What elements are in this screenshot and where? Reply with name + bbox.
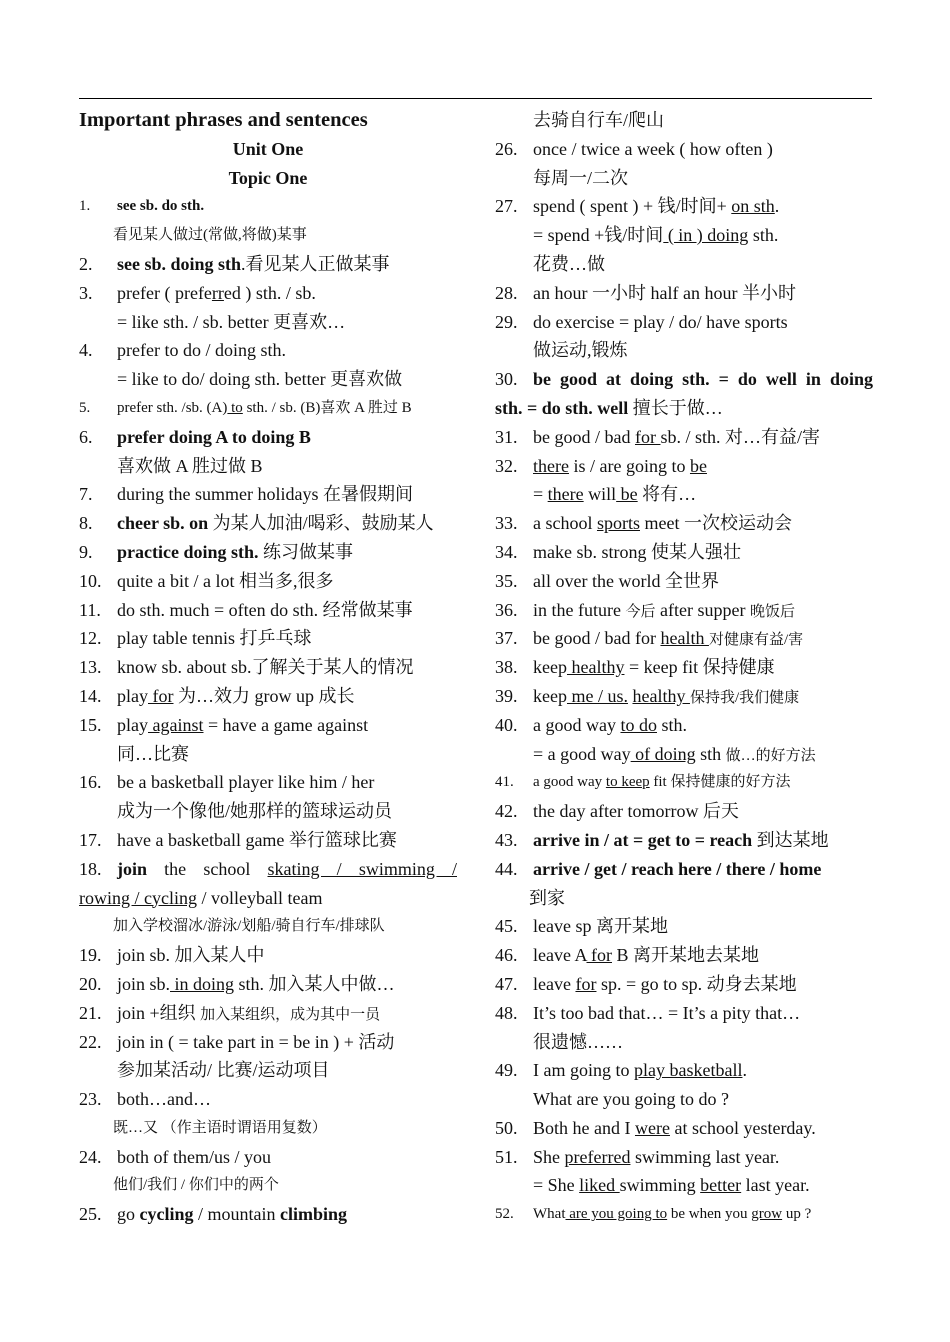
item-number: 24. (79, 1146, 102, 1167)
text-segment: join sb. 加入某人中 (117, 945, 265, 966)
item-number: 23. (79, 1089, 102, 1110)
text-segment: leave sp 离开某地 (533, 916, 668, 937)
right-column (495, 106, 873, 1229)
text-segment: liked (579, 1175, 620, 1196)
text-segment: during the summer holidays 在暑假期间 (117, 484, 413, 505)
item-number: 49. (495, 1060, 518, 1081)
item-number: 10. (79, 570, 102, 591)
text-segment: sth. = do sth. well (495, 397, 629, 418)
right-line (495, 509, 873, 538)
right-line (495, 797, 873, 826)
text-segment: join in ( = take part in = be in ) + 活动 (117, 1031, 395, 1052)
text-segment: join +组织 (117, 1002, 201, 1023)
right-line (495, 480, 873, 509)
text-segment: = spend +钱/时间 (533, 225, 664, 246)
text-segment: play (117, 685, 148, 706)
text-segment: arrive in / at = get to = reach (533, 829, 753, 850)
text-segment: 做…的好方法 (725, 747, 816, 764)
text-segment: 很遗憾…… (533, 1031, 623, 1052)
text-segment: both…and… (117, 1089, 211, 1110)
text-segment: both of them/us / you (117, 1146, 271, 1167)
right-line (495, 135, 873, 164)
right-line (495, 884, 873, 913)
left-line (79, 884, 457, 913)
text-segment: / mountain (193, 1204, 280, 1225)
item-number: 41. (495, 774, 514, 791)
text-segment: in the future (533, 599, 626, 620)
right-line (495, 106, 873, 135)
right-line (495, 452, 873, 481)
left-line (79, 538, 457, 567)
text-segment: Both he and I (533, 1117, 635, 1138)
right-line (495, 279, 873, 308)
left-line (79, 653, 457, 682)
text-segment: 今后 (625, 603, 656, 620)
text-segment: is / are going to (568, 455, 690, 476)
left-line (79, 452, 457, 481)
text-segment: swimming last year. (630, 1146, 780, 1167)
right-line (495, 1056, 873, 1085)
item-number: 5. (79, 399, 91, 416)
left-line (79, 221, 457, 250)
text-segment: 到达某地 (752, 829, 829, 850)
item-number: 48. (495, 1002, 518, 1023)
text-segment: ed ) sth. / sb. (223, 282, 316, 303)
text-segment: be good / bad (533, 426, 635, 447)
left-line (79, 480, 457, 509)
item-number: 4. (79, 340, 93, 361)
text-segment: 保持我/我们健康 (689, 689, 800, 706)
text-segment: see sb. doing sth (117, 253, 242, 274)
right-line (495, 221, 873, 250)
left-line (79, 250, 457, 279)
right-line (495, 653, 873, 682)
text-segment: sth. (748, 225, 779, 246)
text-segment: sth. (657, 714, 688, 735)
text-segment: sth. 加入某人中做… (234, 973, 395, 994)
left-line (79, 624, 457, 653)
text-segment: = like to do/ doing sth. better 更喜欢做 (117, 369, 403, 390)
text-segment: = like sth. / sb. better 更喜欢… (117, 311, 346, 332)
text-segment: 花费…做 (533, 253, 605, 274)
right-line (495, 336, 873, 365)
left-line (79, 826, 457, 855)
text-segment: 每周一/二次 (533, 167, 629, 188)
text-segment: once / twice a week ( how often ) (533, 138, 773, 159)
text-segment: have a basketball game 举行篮球比赛 (117, 829, 397, 850)
text-segment: 为…效力 grow up 成长 (173, 685, 355, 706)
item-number: 14. (79, 685, 102, 706)
right-line (495, 394, 873, 423)
text-segment: last year. (741, 1175, 810, 1196)
right-line (495, 826, 873, 855)
item-number: 36. (495, 599, 518, 620)
item-number: 19. (79, 945, 102, 966)
text-segment: 将有… (637, 484, 697, 505)
text-segment: know sb. about sb.了解关于某人的情况 (117, 657, 414, 678)
item-number: 16. (79, 772, 102, 793)
text-segment: of doing (630, 743, 696, 764)
text-segment: sb. / sth. 对…有益/害 (660, 426, 820, 447)
text-segment: for (148, 685, 174, 706)
item-number: 12. (79, 628, 102, 649)
left-line (79, 711, 457, 740)
left-line (79, 336, 457, 365)
text-segment: 喜欢做 A 胜过做 B (117, 455, 263, 476)
text-segment: go (117, 1204, 140, 1225)
item-number: 42. (495, 801, 518, 822)
text-segment: 练习做某事 (258, 541, 353, 562)
text-segment: .看见某人正做某事 (241, 253, 390, 274)
header-rule (79, 98, 872, 99)
text-segment: 为某人加油/喝彩、鼓励某人 (208, 513, 434, 534)
text-segment: play basketball (634, 1060, 743, 1081)
text-segment: up ? (782, 1206, 812, 1223)
right-line (495, 1143, 873, 1172)
text-segment: there (533, 455, 569, 476)
text-segment: the school (147, 858, 268, 879)
item-number: 31. (495, 426, 518, 447)
item-number: 29. (495, 311, 518, 332)
item-number: 34. (495, 541, 518, 562)
text-segment: It’s too bad that… = It’s a pity that… (533, 1002, 801, 1023)
text-segment: practice doing sth. (117, 541, 259, 562)
right-line (495, 1085, 873, 1114)
text-segment: be (616, 484, 638, 505)
text-segment: be good / bad for (533, 628, 661, 649)
text-segment: play (117, 714, 148, 735)
text-segment: 去骑自行车/爬山 (533, 110, 665, 130)
text-segment: join sb. (117, 973, 171, 994)
item-number: 30. (495, 369, 518, 390)
text-segment: in doing (170, 973, 235, 994)
text-segment: Important phrases and sentences (79, 109, 368, 131)
left-line (79, 941, 457, 970)
right-line (495, 192, 873, 221)
left-line (79, 567, 457, 596)
right-line (495, 308, 873, 337)
text-segment: prefer sth. /sb. (A) (117, 399, 228, 416)
text-segment: 做运动,锻炼 (533, 340, 628, 361)
item-number: 33. (495, 513, 518, 534)
text-segment: 擅长于做… (628, 397, 723, 418)
item-number: 22. (79, 1031, 102, 1052)
item-number: 38. (495, 657, 518, 678)
left-line (79, 365, 457, 394)
item-number: 1. (79, 198, 91, 215)
item-number: 20. (79, 973, 102, 994)
text-segment: a school (533, 513, 597, 534)
text-segment: for (586, 945, 612, 966)
text-segment: be a basketball player like him / her (117, 772, 375, 793)
text-segment: spend ( spent ) + 钱/时间+ (533, 196, 732, 217)
item-number: 46. (495, 945, 518, 966)
item-number: 21. (79, 1002, 102, 1023)
item-number: 52. (495, 1206, 514, 1223)
right-line (495, 1200, 873, 1229)
text-segment: climbing (280, 1204, 348, 1225)
text-segment: 晚饭后 (749, 603, 795, 620)
text-segment: make sb. strong 使某人强壮 (533, 541, 741, 562)
right-line (495, 711, 873, 740)
left-line (79, 1200, 457, 1229)
text-segment: 加入学校溜冰/游泳/划船/骑自行车/排球队 (113, 918, 385, 935)
right-line (495, 624, 873, 653)
item-number: 45. (495, 916, 518, 937)
text-segment: 成为一个像他/她那样的篮球运动员 (117, 801, 392, 822)
right-line (495, 855, 873, 884)
text-segment: fit 保持健康的好方法 (649, 774, 791, 791)
text-segment: at school yesterday. (669, 1117, 816, 1138)
left-line (79, 135, 457, 164)
left-line (79, 106, 457, 135)
text-segment: play table tennis 打乒乓球 (117, 628, 312, 649)
text-segment: after supper (655, 599, 750, 620)
left-line (79, 1085, 457, 1114)
text-segment: She (533, 1146, 565, 1167)
text-segment: health (660, 628, 709, 649)
right-line (495, 1114, 873, 1143)
text-segment: 他们/我们 / 你们中的两个 (113, 1177, 279, 1194)
right-line (495, 768, 873, 797)
text-segment: a good way (533, 714, 621, 735)
text-segment: an hour 一小时 half an hour 半小时 (533, 282, 796, 303)
text-segment: prefer doing A to doing B (117, 426, 311, 447)
text-segment: cheer sb. on (117, 513, 209, 534)
text-segment: were (634, 1117, 670, 1138)
right-line (495, 999, 873, 1028)
text-segment: for (575, 973, 597, 994)
text-segment: 看见某人做过(常做,将做)某事 (113, 227, 307, 244)
text-segment: join (117, 858, 148, 879)
item-number: 15. (79, 714, 102, 735)
text-segment: quite a bit / a lot 相当多,很多 (117, 570, 334, 591)
text-segment: Topic One (228, 167, 308, 188)
text-segment: prefer ( prefe (117, 282, 212, 303)
left-line (79, 192, 457, 221)
item-number: 18. (79, 858, 102, 879)
right-line (495, 596, 873, 625)
text-segment: keep (533, 685, 567, 706)
right-line (495, 970, 873, 999)
right-line (495, 740, 873, 769)
item-number: 2. (79, 253, 93, 274)
text-segment: on sth (731, 196, 775, 217)
text-segment: sp. = go to sp. 动身去某地 (596, 973, 797, 994)
text-segment: to do (620, 714, 657, 735)
left-line (79, 740, 457, 769)
text-segment: to keep (605, 774, 650, 791)
left-line (79, 1171, 457, 1200)
text-segment: the day after tomorrow 后天 (533, 801, 739, 822)
text-segment: . (774, 196, 780, 217)
text-segment: leave (533, 973, 576, 994)
text-segment: 参加某活动/ 比赛/运动项目 (117, 1060, 330, 1081)
text-segment: leave A (533, 945, 587, 966)
item-number: 47. (495, 973, 518, 994)
item-number: 13. (79, 657, 102, 678)
item-number: 11. (79, 599, 101, 620)
item-number: 51. (495, 1146, 518, 1167)
left-line (79, 999, 457, 1028)
right-line (495, 912, 873, 941)
left-line (79, 1143, 457, 1172)
text-segment: grow (751, 1206, 783, 1223)
text-segment: rowing / cycling (79, 887, 197, 908)
left-line (79, 970, 457, 999)
left-line (79, 164, 457, 193)
text-segment: . (742, 1060, 747, 1081)
item-number: 6. (79, 426, 93, 447)
text-segment: 既…又 （作主语时谓语用复数） (113, 1119, 327, 1136)
text-segment: see sb. do sth. (117, 198, 205, 215)
item-number: 28. (495, 282, 518, 303)
item-number: 50. (495, 1117, 518, 1138)
left-line (79, 1028, 457, 1057)
text-segment: meet 一次校运动会 (640, 513, 792, 534)
text-segment: What are you going to do ? (533, 1089, 729, 1110)
text-segment: / volleyball team (196, 887, 323, 908)
text-segment: me / us. (566, 685, 628, 706)
text-segment: against (148, 714, 204, 735)
text-segment: What (533, 1206, 566, 1223)
text-segment: will (583, 484, 617, 505)
text-segment: = have a game against (203, 714, 369, 735)
text-segment: to (227, 399, 243, 416)
right-line (495, 682, 873, 711)
left-line (79, 1056, 457, 1085)
item-number: 3. (79, 282, 93, 303)
right-line (495, 1171, 873, 1200)
item-number: 35. (495, 570, 518, 591)
item-number: 39. (495, 685, 518, 706)
text-segment: 到家 (529, 887, 565, 908)
text-segment: Unit One (232, 138, 304, 159)
text-segment: be (689, 455, 707, 476)
text-segment: be when you (667, 1206, 752, 1223)
text-segment: are you going to (565, 1206, 668, 1223)
text-segment: 对健康有益/害 (708, 632, 804, 649)
left-line (79, 279, 457, 308)
right-line (495, 1028, 873, 1057)
text-segment: B 离开某地去某地 (611, 945, 759, 966)
text-segment: a good way (533, 774, 606, 791)
text-segment: keep (533, 657, 567, 678)
item-number: 32. (495, 455, 518, 476)
text-segment: all over the world 全世界 (533, 570, 719, 591)
item-number: 43. (495, 829, 518, 850)
left-column (79, 106, 457, 1229)
text-segment: prefer to do / doing sth. (117, 340, 286, 361)
text-segment: = a good way (533, 743, 631, 764)
right-line (495, 941, 873, 970)
item-number: 40. (495, 714, 518, 735)
right-line (495, 365, 873, 394)
text-segment: healthy (632, 685, 690, 706)
item-number: 25. (79, 1204, 102, 1225)
text-segment: better (700, 1175, 742, 1196)
item-number: 8. (79, 513, 93, 534)
text-segment: be good at doing sth. = do well in doing (533, 369, 873, 390)
text-segment: 同…比赛 (117, 743, 189, 764)
text-segment: skating / swimming / (267, 858, 457, 879)
right-line (495, 538, 873, 567)
text-segment: = keep fit 保持健康 (624, 657, 775, 678)
left-line (79, 1114, 457, 1143)
item-number: 9. (79, 541, 93, 562)
right-line (495, 567, 873, 596)
right-line (495, 164, 873, 193)
left-line (79, 596, 457, 625)
text-segment: rr (211, 282, 224, 303)
text-segment: cycling (139, 1204, 194, 1225)
text-segment: = (533, 484, 548, 505)
text-segment: for (634, 426, 661, 447)
text-segment: there (547, 484, 584, 505)
text-segment: sth. / sb. (B)喜欢 A 胜过 B (242, 399, 412, 416)
left-line (79, 797, 457, 826)
right-line (495, 250, 873, 279)
left-line (79, 423, 457, 452)
item-number: 26. (495, 138, 518, 159)
text-segment: do sth. much = often do sth. 经常做某事 (117, 599, 413, 620)
item-number: 37. (495, 628, 518, 649)
left-line (79, 768, 457, 797)
left-line (79, 682, 457, 711)
left-line (79, 394, 457, 423)
right-line (495, 423, 873, 452)
text-segment: preferred (564, 1146, 631, 1167)
item-number: 7. (79, 484, 93, 505)
text-segment: ( in ) doing (663, 225, 749, 246)
text-segment: do exercise = play / do/ have sports (533, 311, 788, 332)
text-segment: sports (596, 513, 640, 534)
item-number: 17. (79, 829, 102, 850)
text-segment: sth (695, 743, 726, 764)
item-number: 27. (495, 196, 518, 217)
left-line (79, 509, 457, 538)
left-line (79, 855, 457, 884)
text-segment: = She (533, 1175, 580, 1196)
text-segment: I am going to (533, 1060, 634, 1081)
text-segment: 加入某组织，成为其中一员 (200, 1006, 381, 1023)
item-number: 44. (495, 858, 518, 879)
text-segment: healthy (566, 657, 625, 678)
text-segment: arrive / get / reach here / there / home (533, 858, 822, 879)
text-segment: swimming (619, 1175, 701, 1196)
left-line (79, 912, 457, 941)
left-line (79, 308, 457, 337)
